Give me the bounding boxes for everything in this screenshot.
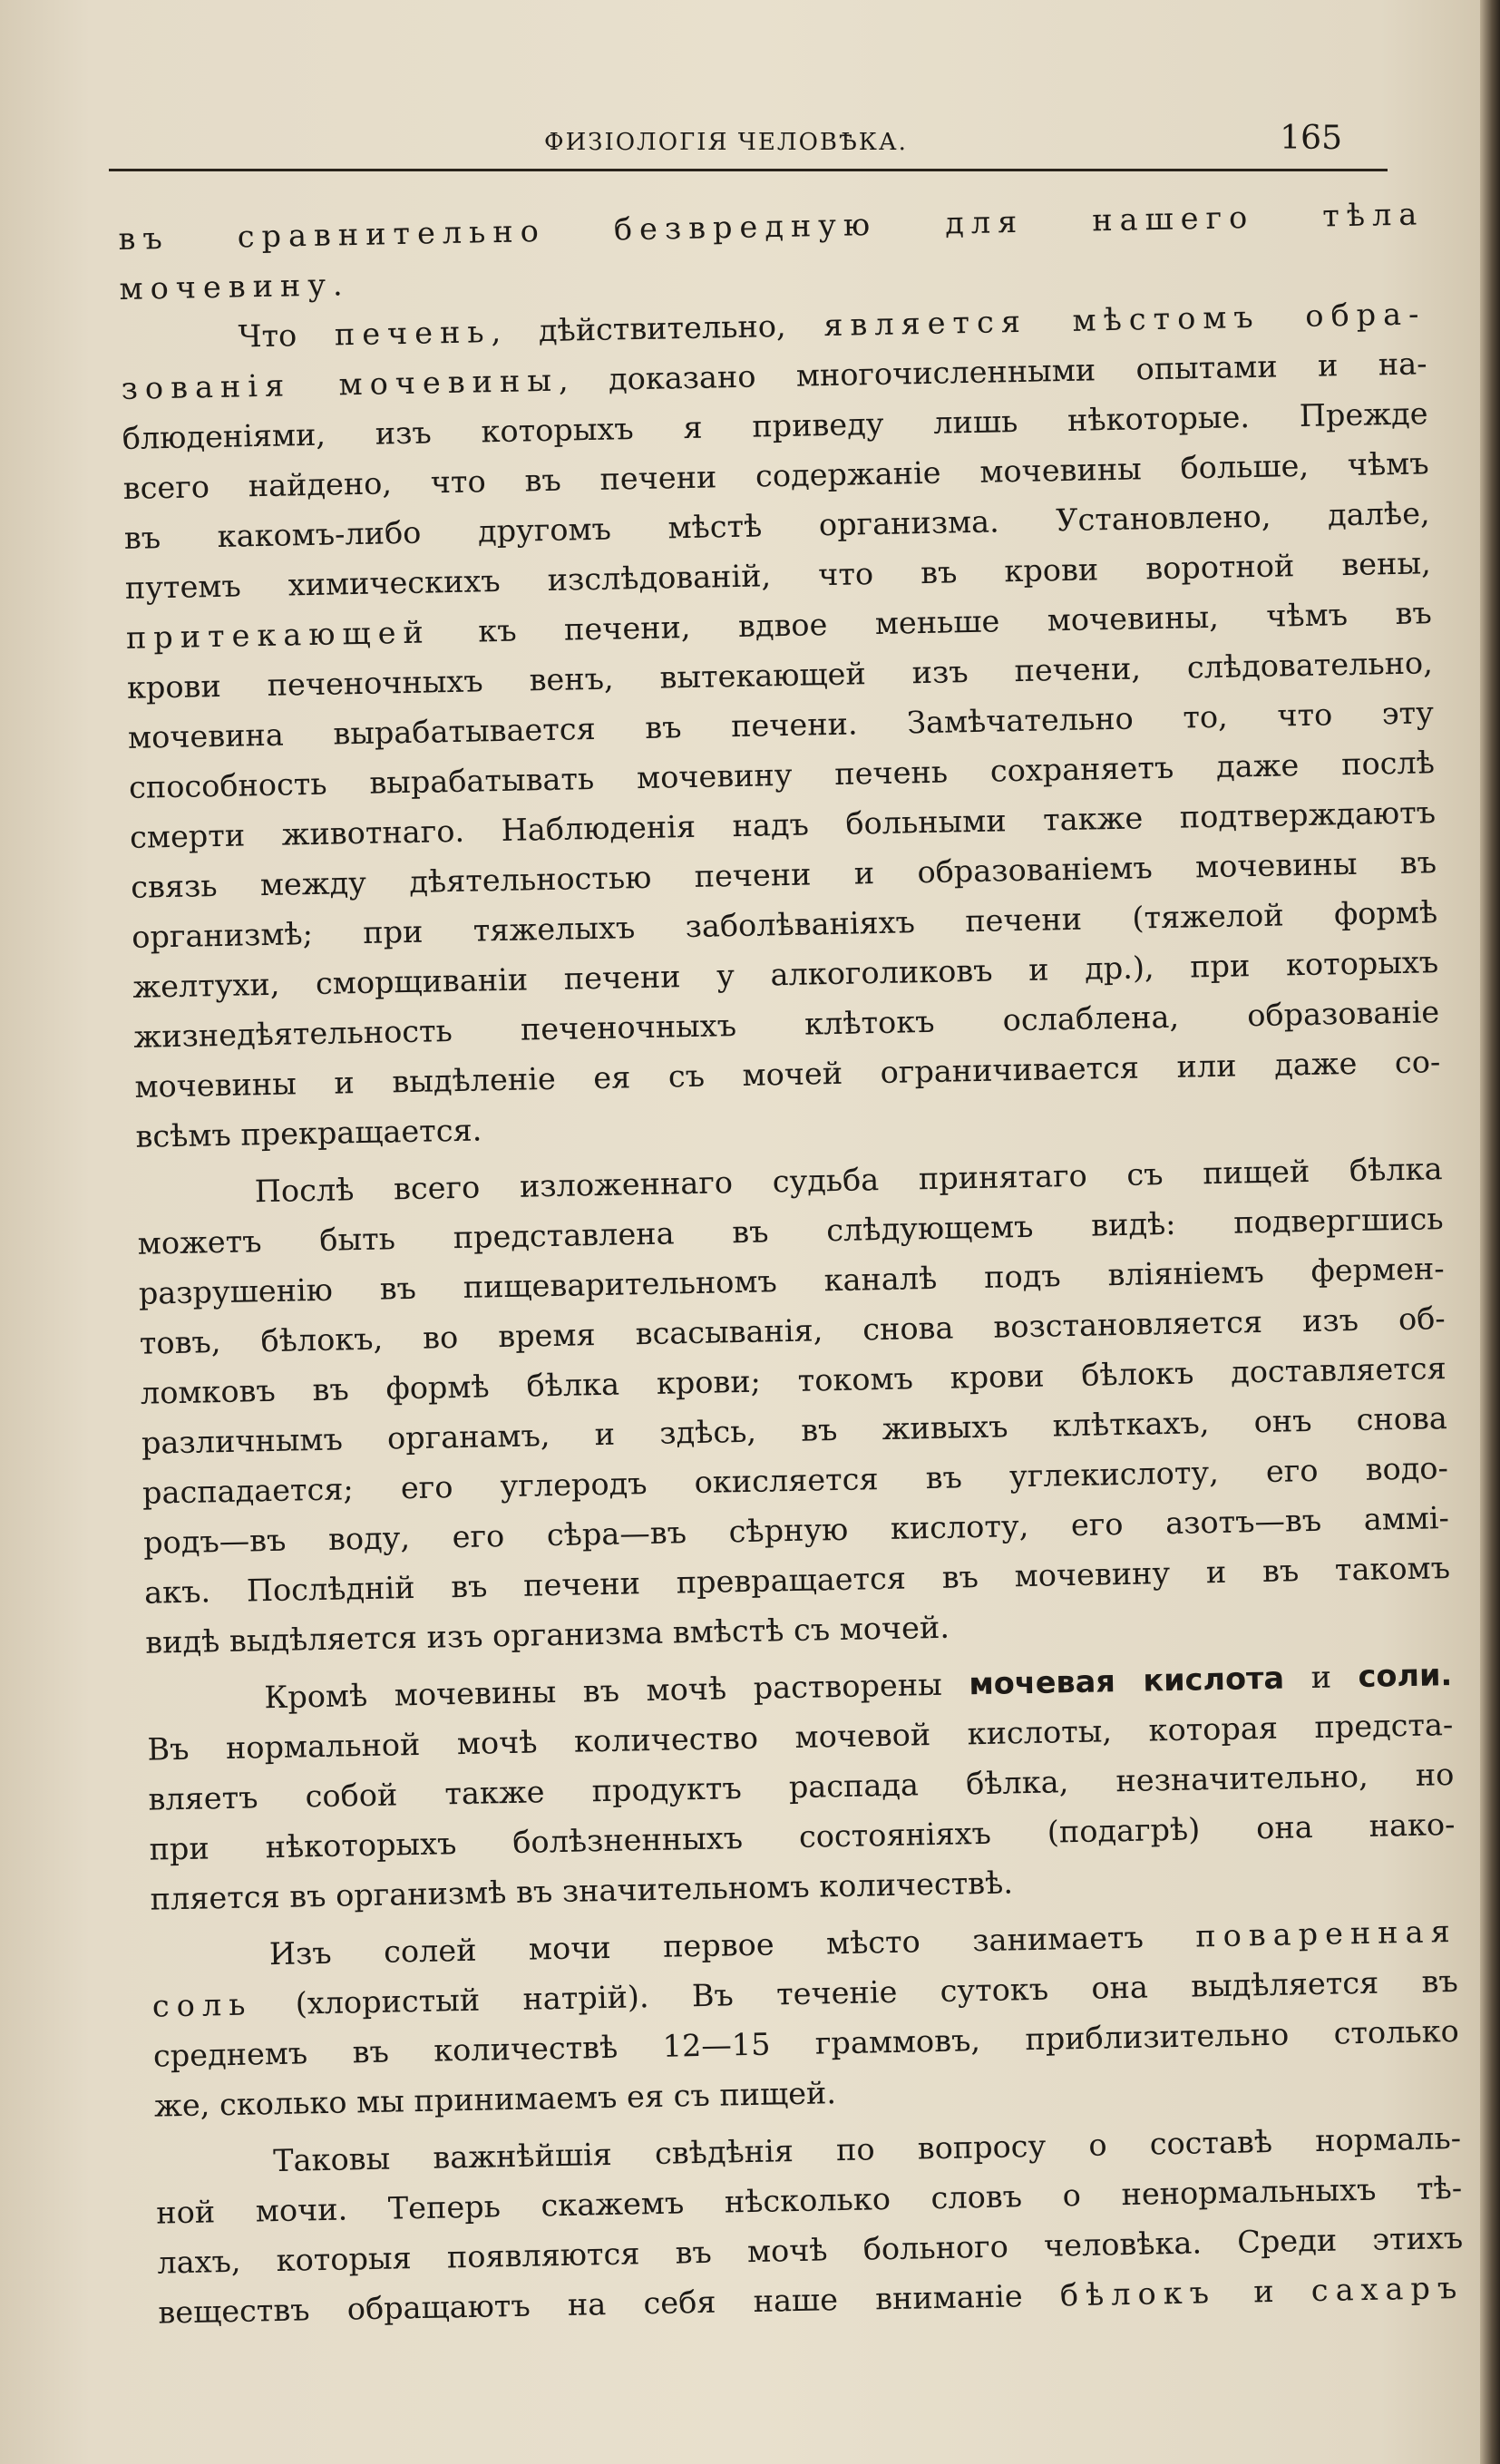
- text-line: притекающей къ печени, вдвое меньше мочевины, чѣмъ въ: [125, 595, 1433, 656]
- text-line: ной мочи. Теперь скажемъ нѣсколько словъ о ненормальныхъ тѣ-: [155, 2169, 1463, 2231]
- text-line: видѣ выдѣляется изъ организма вмѣстѣ съ мочей.: [144, 1609, 950, 1661]
- text-line: организмѣ; при тяжелыхъ заболѣваніяхъ печени (тяжелой формѣ: [131, 894, 1438, 955]
- bold-term: соли.: [1358, 1657, 1453, 1695]
- emphasis: сахаръ: [1310, 2269, 1465, 2309]
- text-line: распадается; его углеродъ окисляется въ углекислоту, его водо-: [141, 1450, 1449, 1511]
- bold-term: мочевая кислота: [968, 1660, 1285, 1702]
- text-line: всѣмъ прекращается.: [135, 1112, 482, 1154]
- text-line: лахъ, которыя появляются въ мочѣ больного человѣка. Среди этихъ: [157, 2219, 1464, 2281]
- text-line: пляется въ организмѣ въ значительномъ количествѣ.: [150, 1865, 1014, 1917]
- text-line: связь между дѣятельностью печени и образованіемъ мочевины въ: [130, 844, 1437, 905]
- text-line: вляетъ собой также продуктъ распада бѣлка, незначительно, но: [148, 1757, 1455, 1817]
- text-line: всего найдено, что въ печени содержаніе мочевины больше, чѣмъ: [122, 445, 1429, 506]
- text-line: мочевины и выдѣленіе ея съ мочей ограничивается или даже со-: [134, 1044, 1441, 1105]
- book-spine: [1480, 0, 1500, 2464]
- text-line: можетъ быть представлена въ слѣдующемъ видѣ: подвергшись: [137, 1201, 1444, 1261]
- emphasis: соль: [151, 1986, 253, 2024]
- text-line: веществъ обращаютъ на себя наше вниманіе бѣлокъ и сахаръ: [158, 2269, 1465, 2331]
- text-line: крови печеночныхъ венъ, вытекающей изъ печени, слѣдовательно,: [126, 645, 1434, 706]
- text-line: желтухи, сморщиваніи печени у алкоголиковъ и др.), при которыхъ: [131, 944, 1439, 1005]
- text-line: Таковы важнѣйшія свѣдѣнія по вопросу о составѣ нормаль-: [272, 2119, 1462, 2179]
- text-line: среднемъ въ количествѣ 12—15 граммовъ, приблизительно столько: [152, 2012, 1460, 2074]
- text-line: соль (хлористый натрій). Въ теченіе сутокъ она выдѣляется въ: [151, 1962, 1459, 2024]
- text-line: родъ—въ воду, его сѣра—въ сѣрную кислоту, его азотъ—въ аммі-: [142, 1500, 1450, 1561]
- text-line: Въ нормальной мочѣ количество мочевой кислоты, которая предста-: [147, 1707, 1454, 1768]
- text-line: же, сколько мы принимаемъ ея съ пищей.: [153, 2075, 837, 2124]
- text-line: товъ, бѣлокъ, во время всасыванія, снова возстановляется изъ об-: [139, 1300, 1446, 1361]
- text-line: въ сравнительно безвредную для нашего тѣла: [118, 196, 1425, 257]
- text-line: въ какомъ-либо другомъ мѣстѣ организма. Установлено, далѣе,: [123, 495, 1430, 556]
- text-line: мочевину.: [119, 267, 350, 307]
- text-line: Кромѣ мочевины въ мочѣ растворены мочевая кислота и соли.: [264, 1657, 1453, 1716]
- text-line: мочевина вырабатывается въ печени. Замѣчательно то, что эту: [127, 695, 1435, 755]
- emphasis: зованія мочевины: [121, 362, 560, 406]
- emphasis: печень: [334, 314, 492, 353]
- running-head: [109, 118, 1388, 171]
- text-line: Изъ солей мочи первое мѣсто занимаетъ поваренная: [268, 1914, 1457, 1972]
- emphasis: является мѣстомъ обра-: [823, 296, 1427, 344]
- text-line: различнымъ органамъ, и здѣсь, въ живыхъ клѣткахъ, онъ снова: [141, 1400, 1448, 1461]
- text-line: способность вырабатывать мочевину печень сохраняетъ даже послѣ: [128, 745, 1436, 805]
- emphasis: поваренная: [1194, 1914, 1457, 1954]
- text-line: смерти животнаго. Наблюденія надъ больными также подтверждаютъ: [129, 794, 1437, 855]
- text-line: путемъ химическихъ изслѣдованій, что въ крови воротной вены,: [124, 545, 1432, 606]
- text-line: разрушенію въ пищеварительномъ каналѣ подъ вліяніемъ фермен-: [138, 1251, 1445, 1311]
- running-title: ФИЗІОЛОГІЯ ЧЕЛОВѢКА.: [544, 129, 908, 156]
- text-line: Послѣ всего изложеннаго судьба принятаго съ пищей бѣлка: [254, 1151, 1443, 1210]
- emphasis: притекающей: [125, 614, 432, 656]
- text-line: ломковъ въ формѣ бѣлка крови; токомъ крови бѣлокъ доставляется: [140, 1350, 1447, 1411]
- text-line: при нѣкоторыхъ болѣзненныхъ состояніяхъ (подагрѣ) она нако-: [149, 1807, 1456, 1867]
- text-line: акъ. Послѣдній въ печени превращается въ мочевину и въ такомъ: [143, 1550, 1451, 1611]
- text-line: зованія мочевины, доказано многочисленными опытами и на-: [121, 346, 1427, 406]
- body-text: [118, 189, 1465, 2337]
- text-line: блюденіями, изъ которыхъ я приведу лишь нѣкоторые. Прежде: [122, 395, 1428, 456]
- text-line: Что печень, дѣйствительно, является мѣстомъ обра-: [238, 296, 1427, 355]
- text-line: жизнедѣятельность печеночныхъ клѣтокъ ослаблена, образованіе: [133, 994, 1440, 1055]
- emphasis: бѣлокъ: [1059, 2274, 1217, 2313]
- page-number: 165: [1280, 120, 1342, 157]
